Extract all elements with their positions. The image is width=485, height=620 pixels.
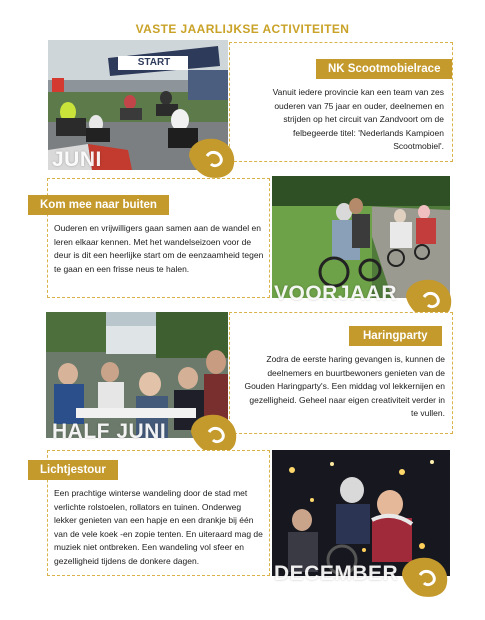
section-text-haringparty: Zodra de eerste haring gevangen is, kunnen de deelnemers en buurtbewoners genieten van de Gouden Haringparty's. Een middag vol lekkernijen en gezelligheid. Geheel naar eigen creativiteit verder in te vullen. <box>244 354 445 419</box>
season-label-december: DECEMBER <box>274 562 399 585</box>
swirl-ornament-4 <box>398 553 452 599</box>
start-banner-text: START <box>137 57 171 68</box>
section-text-scootmobielrace: Vanuit iedere provincie kan een team van zes ouderen van 75 jaar en ouder, deelnemen en strijden op het circuit van Zandvoort om de felbegeerde titel: 'Nederlands Kampioen Scootmobiel'. <box>272 87 444 152</box>
section-title-haringparty: Haringparty <box>349 326 442 346</box>
swirl-ornament-1 <box>185 134 239 180</box>
section-text-buiten: Ouderen en vrijwilligers gaan samen aan de wandel en leren elkaar kennen. Met het wandelseizoen voor de deur is dit een heerlijke start om de eenzaamheid tegen te gaan en een frisse neus te halen. <box>54 223 264 274</box>
section-text-lichtjestour: Een prachtige winterse wandeling door de stad met verlichte rolstoelen, rollators en tuinen. Onderweg lekker genieten van een hapje en een drankje bij één van de vele koek -en zopie tenten. En uiteraard mag de muziek niet ontbreken. Een wandeling vol sfeer en gezelligheid tijdens de donkere dagen. <box>54 488 263 566</box>
section-title-scootmobielrace: NK Scootmobielrace <box>316 59 452 79</box>
season-label-voorjaar: VOORJAAR <box>274 282 398 305</box>
page-title: VASTE JAARLIJKSE ACTIVITEITEN <box>135 22 350 36</box>
season-label-half-juni: HALF JUNI <box>52 420 167 443</box>
section-title-lichtjestour: Lichtjestour <box>28 460 118 480</box>
season-label-juni: JUNI <box>52 148 102 171</box>
section-title-buiten: Kom mee naar buiten <box>28 195 169 215</box>
